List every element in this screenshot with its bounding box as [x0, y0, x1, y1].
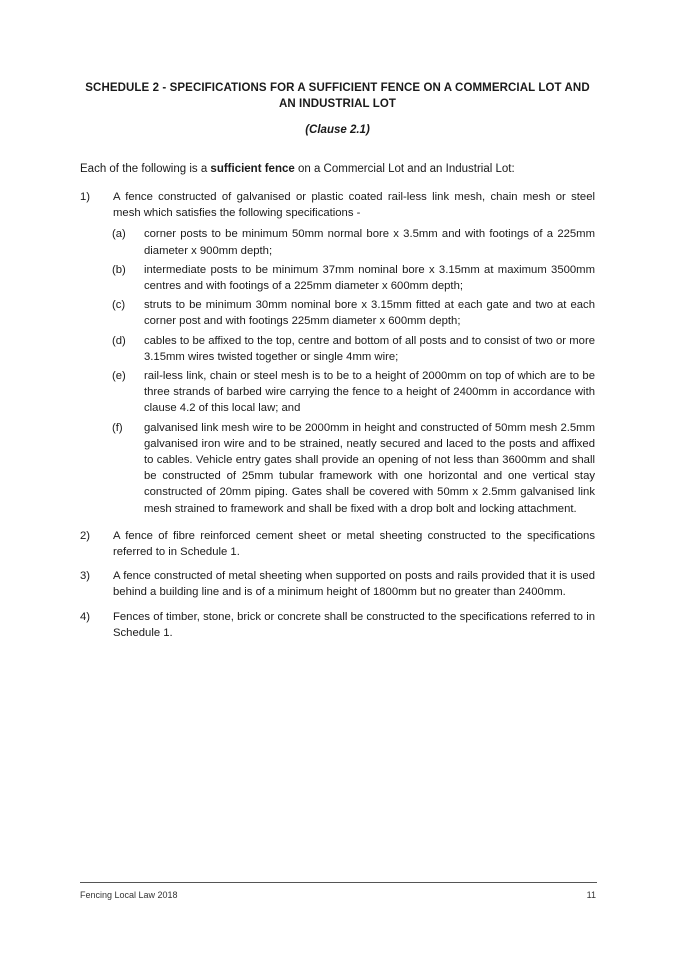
sub-item-letter: (f) — [112, 421, 123, 434]
list-item — [80, 568, 595, 600]
item-body — [113, 609, 595, 641]
list-item — [80, 528, 595, 560]
sub-item-text: struts to be minimum 30mm nominal bore x 3.15mm fitted at each gate and two at each corner post and with footings 225mm diameter x 600mm depth; — [144, 299, 595, 328]
sub-item-text: cables to be affixed to the top, centre and bottom of all posts and to consist of two or more 3.15mm wires twisted together or single 4mm wire; — [144, 334, 595, 363]
sub-item-letter: (c) — [112, 299, 126, 312]
specification-list — [80, 189, 595, 649]
item-body — [113, 568, 595, 600]
clause-reference: (Clause 2.1) — [305, 124, 370, 136]
footer-document-name: Fencing Local Law 2018 — [80, 890, 178, 900]
intro-bold-term: sufficient fence — [210, 163, 295, 175]
sub-list — [112, 226, 595, 516]
footer-divider — [80, 882, 597, 883]
sub-item — [112, 333, 595, 365]
footer-page-number: 11 — [586, 890, 596, 900]
sub-item-text: corner posts to be minimum 50mm normal bore x 3.5mm and with footings of a 225mm diameter x 900mm depth; — [144, 228, 595, 257]
sub-item — [112, 262, 595, 294]
item-number: 4) — [80, 610, 91, 623]
sub-item-letter: (e) — [112, 370, 126, 383]
sub-item-text: rail-less link, chain or steel mesh is to be to a height of 2000mm on top of which are to be three strands of barbed wire carrying the fence to a height of 2400mm in accordance with clause 4.2 of this local law; and — [144, 370, 595, 415]
sub-item-letter: (b) — [112, 263, 126, 276]
list-item — [80, 189, 595, 520]
sub-item-text: galvanised link mesh wire to be 2000mm in height and constructed of 50mm mesh 2.5mm galvanised iron wire and to be strained, neatly secured and laced to the posts and affixed to cables. Vehicle entry gates shall provide an opening of not less than 3600mm and shall be constructed of 25mm tubular framework with one horizontal and one vertical stay constructed of 20mm piping. Gates shall be covered with 50mm x 2.5mm galvanised link mesh strained to framework and shall be fixed with a drop bolt and locking attachment. — [144, 421, 595, 515]
item-text: Fences of timber, stone, brick or concrete shall be constructed to the specifications referred to in Schedule 1. — [113, 610, 595, 639]
sub-item — [112, 226, 595, 258]
schedule-title: SCHEDULE 2 - SPECIFICATIONS FOR A SUFFICIENT FENCE ON A COMMERCIAL LOT AND AN INDUSTRIAL LOT — [85, 82, 590, 110]
intro-text-before: Each of the following is a — [80, 163, 211, 175]
sub-item-text: intermediate posts to be minimum 37mm nominal bore x 3.15mm at maximum 3500mm centres and with footings of a 225mm diameter x 600mm depth; — [144, 263, 595, 293]
sub-item-letter: (d) — [112, 334, 126, 347]
item-text: A fence constructed of galvanised or plastic coated rail-less link mesh, chain mesh or steel mesh which satisfies the following specifications - — [113, 191, 595, 220]
sub-item — [112, 297, 595, 329]
intro-paragraph — [80, 161, 515, 177]
item-body — [113, 189, 595, 520]
item-number: 1) — [80, 191, 91, 203]
item-text: A fence constructed of metal sheeting when supported on posts and rails provided that it is used behind a building line and is of a minimum height of 1800mm but no greater than 2400mm. — [113, 570, 595, 599]
item-number: 3) — [80, 570, 91, 583]
sub-item — [112, 420, 595, 517]
item-body — [113, 528, 595, 560]
item-number: 2) — [80, 529, 91, 542]
intro-text-after: on a Commercial Lot and an Industrial Lot: — [294, 163, 515, 175]
item-text: A fence of fibre reinforced cement sheet or metal sheeting constructed to the specifications referred to in Schedule 1. — [113, 529, 595, 559]
sub-item-letter: (a) — [112, 228, 126, 241]
sub-item — [112, 368, 595, 417]
list-item — [80, 609, 595, 641]
